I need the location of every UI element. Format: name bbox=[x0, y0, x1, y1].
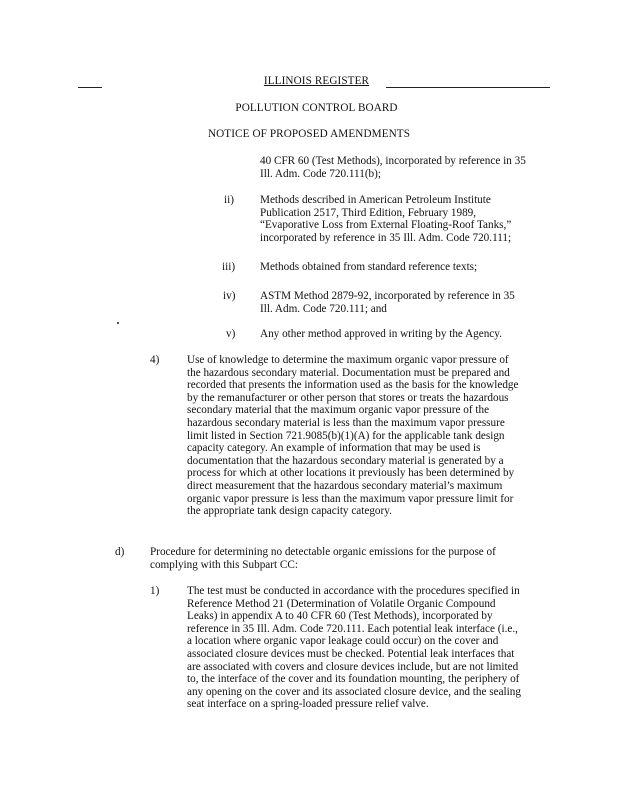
paragraph-line: capacity category. An example of information that may be used is bbox=[187, 442, 481, 455]
paragraph-label-1: 1) bbox=[150, 585, 160, 597]
paragraph-line: by the remanufacturer or other person that stores or treats the hazardous bbox=[187, 391, 509, 404]
paragraph-line: The test must be conducted in accordance with the procedures specified in bbox=[187, 585, 520, 597]
item-ii bbox=[260, 194, 560, 244]
paragraph-1 bbox=[187, 585, 557, 711]
paragraph-line: are associated with covers and closure devices include, but are not limited bbox=[187, 660, 519, 673]
paragraph-line: Use of knowledge to determine the maximum organic vapor pressure of bbox=[187, 354, 509, 366]
item-line: Ill. Adm. Code 720.111; and bbox=[260, 302, 387, 315]
continued-item-line: Ill. Adm. Code 720.111(b); bbox=[260, 167, 381, 180]
paragraph-line: Leaks) in appendix A to 40 CFR 60 (Test Methods), incorporated by bbox=[187, 610, 493, 623]
continued-item bbox=[260, 155, 560, 180]
paragraph-line: any opening on the cover and its associated closure device, and the sealing bbox=[187, 685, 521, 698]
register-title: ILLINOIS REGISTER bbox=[263, 75, 370, 87]
paragraph-line: limit listed in Section 721.9085(b)(1)(A) for the applicable tank design bbox=[187, 429, 505, 442]
item-iv bbox=[260, 290, 560, 315]
item-iii bbox=[260, 261, 560, 274]
paragraph-line: documentation that the hazardous secondary material is generated by a bbox=[187, 454, 504, 467]
item-label-ii: ii) bbox=[224, 194, 234, 206]
item-line: Methods described in American Petroleum Institute bbox=[260, 194, 491, 206]
paragraph-label-d: d) bbox=[115, 546, 125, 558]
paragraph-line: the hazardous secondary material. Documentation must be prepared and bbox=[187, 366, 510, 379]
item-line: ASTM Method 2879-92, incorporated by reference in 35 bbox=[260, 290, 515, 302]
paragraph-line: to, the interface of the cover and its foundation mounting, the periphery of bbox=[187, 673, 520, 686]
paragraph-line: secondary material that the maximum organic vapor pressure of the bbox=[187, 404, 490, 417]
item-line: Methods obtained from standard reference texts; bbox=[260, 261, 478, 273]
paragraph-line: process for which at other locations it previously has been determined by bbox=[187, 467, 515, 480]
item-line: “Evaporative Loss from External Floating-Roof Tanks,” bbox=[260, 219, 512, 232]
paragraph-d bbox=[150, 546, 560, 571]
paragraph-line: direct measurement that the hazardous secondary material’s maximum bbox=[187, 479, 503, 492]
paragraph-line: Reference Method 21 (Determination of Volatile Organic Compound bbox=[187, 597, 496, 610]
item-line: Publication 2517, Third Edition, February 1989, bbox=[260, 206, 477, 219]
speck bbox=[117, 322, 119, 324]
notice-title: NOTICE OF PROPOSED AMENDMENTS bbox=[207, 128, 411, 140]
paragraph-line: a location where organic vapor leakage could occur) on the cover and bbox=[187, 635, 499, 648]
paragraph-line: Procedure for determining no detectable organic emissions for the purpose of bbox=[150, 546, 496, 558]
paragraph-line: hazardous secondary material is less than the maximum vapor pressure bbox=[187, 416, 505, 429]
paragraph-line: the appropriate tank design capacity category. bbox=[187, 505, 392, 518]
paragraph-line: organic vapor pressure is less than the maximum vapor pressure limit for bbox=[187, 492, 514, 505]
paragraph-line: associated closure devices must be checked. Potential leak interfaces that bbox=[187, 647, 515, 660]
item-line: incorporated by reference in 35 Ill. Adm. Code 720.111; bbox=[260, 231, 512, 244]
board-name: POLLUTION CONTROL BOARD bbox=[235, 102, 398, 114]
continued-item-line: 40 CFR 60 (Test Methods), incorporated by reference in 35 bbox=[260, 155, 526, 167]
paragraph-line: reference in 35 Ill. Adm. Code 720.111. Each potential leak interface (i.e., bbox=[187, 622, 518, 635]
item-label-v: v) bbox=[226, 328, 236, 340]
item-v bbox=[260, 328, 560, 341]
item-label-iii: iii) bbox=[222, 261, 236, 273]
paragraph-line: recorded that presents the information used as the basis for the knowledge bbox=[187, 379, 519, 392]
item-label-iv: iv) bbox=[223, 290, 236, 302]
paragraph-4 bbox=[187, 354, 557, 518]
item-line: Any other method approved in writing by the Agency. bbox=[260, 328, 502, 340]
paragraph-line: seat interface on a spring-loaded pressure relief valve. bbox=[187, 698, 429, 711]
paragraph-label-4: 4) bbox=[150, 354, 160, 366]
paragraph-line: complying with this Subpart CC: bbox=[150, 558, 298, 571]
